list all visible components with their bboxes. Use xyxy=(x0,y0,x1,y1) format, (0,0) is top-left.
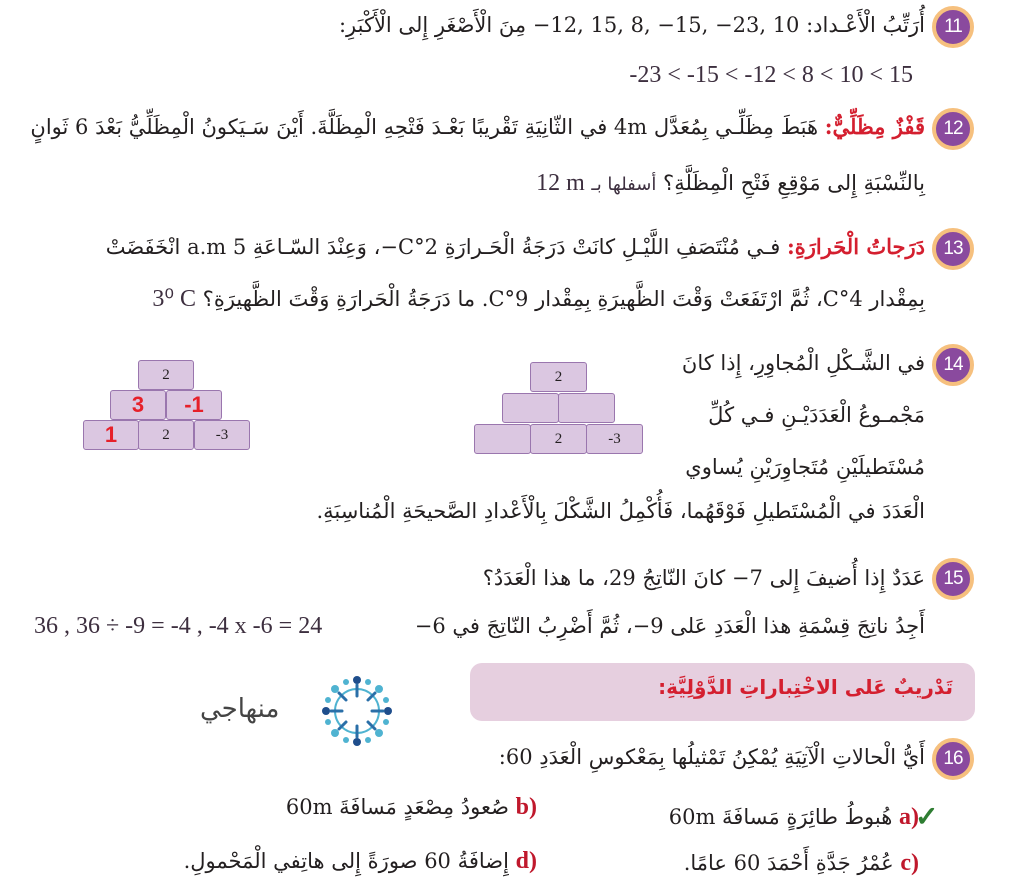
question-number-badge: 13 xyxy=(932,228,974,270)
q13-title: دَرَجاتُ الْحَرارَةِ: xyxy=(786,234,925,259)
q12-text-2: بِالنِّسْبَةِ إِلى مَوْقِعِ فَتْحِ الْمِظَلَّةِ؟ xyxy=(663,171,925,195)
q13-answer: 3⁰ C xyxy=(152,286,196,312)
q15-answer: 36 , 36 ÷ -9 = -4 , -4 x -6 = 24 xyxy=(34,613,323,639)
pyramid-block-top: 2 xyxy=(138,360,194,390)
q16-option-a[interactable] xyxy=(669,802,919,832)
logo-text: منهاجي xyxy=(200,694,280,724)
q12-line2 xyxy=(536,168,925,200)
question-number-badge: 14 xyxy=(932,344,974,386)
option-letter: b) xyxy=(515,794,537,820)
q16-option-b[interactable] xyxy=(286,792,537,822)
question-number-badge: 16 xyxy=(932,738,974,780)
q13-line1 xyxy=(106,232,925,262)
q14-line-4: الْعَدَدَ في الْمُسْتَطيلِ فَوْقَهُما، فَأُكْمِلُ الشَّكْلَ بِالْأَعْدادِ الصَّحيحَةِ الْمُناسِبَةِ. xyxy=(316,499,925,523)
logo-people-circle-icon xyxy=(318,672,396,750)
pyramid-block-bottom-left: 1 xyxy=(83,420,139,450)
q12-answer-label: أسفلها بـ xyxy=(591,174,657,195)
q16-option-d[interactable] xyxy=(184,846,537,876)
q15-line1: عَدَدٌ إِذا أُضيفَ إِلى 7− كانَ النّاتِجُ 29، ما هذا الْعَدَدُ؟ xyxy=(482,566,925,590)
q15-text-2: أَجِدُ ناتِجَ قِسْمَةِ هذا الْعَدَدِ عَلى 9−، ثُمَّ أَضْرِبُ النّاتِجَ في 6− xyxy=(414,614,925,638)
option-letter: a) xyxy=(899,804,919,830)
pyramid-block-bottom-left xyxy=(474,424,531,454)
q13-text-2: بِمِقْدار 4°C، ثُمَّ ارْتَفَعَتْ وَقْتَ الظَّهيرَةِ بِمِقْدار 9°C. ما دَرَجَةُ الْحَرارَةِ وَقْتَ الظَّهيرَةِ؟ xyxy=(202,287,925,311)
pyramid-block-mid-right: -1 xyxy=(166,390,222,420)
international-tests-banner xyxy=(470,663,975,721)
q13-line2 xyxy=(152,284,925,314)
pyramid-block-bottom-mid: 2 xyxy=(530,424,587,454)
pyramid-block-mid-right xyxy=(558,393,615,423)
pyramid-block-bottom-right: -3 xyxy=(586,424,643,454)
q12-line1 xyxy=(30,112,925,142)
q16-option-c[interactable] xyxy=(684,848,919,878)
question-number-badge: 15 xyxy=(932,558,974,600)
q14-line-1: في الشَّـكْلِ الْمُجاوِرِ، إِذا كانَ xyxy=(681,351,925,375)
option-letter: d) xyxy=(515,848,537,874)
pyramid-block-bottom-right: -3 xyxy=(194,420,250,450)
banner-title: تَدْريبٌ عَلى الاخْتِباراتِ الدَّوْلِيَّةِ: xyxy=(658,675,953,699)
option-text: إِضافَةُ 60 صورَةً إِلى هاتِفي الْمَحْمولِ. xyxy=(183,849,509,873)
option-text: صُعودُ مِصْعَدٍ مَسافَةَ 60m xyxy=(285,795,509,819)
q12-text-1: هَبَطَ مِظَلِّـي بِمُعَدَّل 4m في الثّانِيَةِ تَقْريبًا بَعْـدَ فَتْحِهِ الْمِظَلَّةَ. أَيْنَ سَـيَكونُ الْمِظَلِّيُّ بَعْدَ 6 ثَوانٍ xyxy=(30,115,819,139)
checkmark-icon: ✓ xyxy=(915,800,939,833)
pyramid-block-top: 2 xyxy=(530,362,587,392)
logo xyxy=(200,672,400,752)
q14-line-3: مُسْتَطيلَيْنِ مُتَجاوِرَيْنِ يُساوي xyxy=(685,455,925,479)
option-text: هُبوطُ طائِرَةٍ مَسافَةَ 60m xyxy=(668,805,893,829)
question-number-badge: 11 xyxy=(932,6,974,48)
q12-title: قَفْزٌ مِظَلِّيٌّ: xyxy=(824,114,925,139)
q16-prompt: أَيُّ الْحالاتِ الْآتِيَةِ يُمْكِنُ تَمْثيلُها بِمَعْكوسِ الْعَدَدِ 60: xyxy=(498,745,925,769)
q13-text-1: فـي مُنْتَصَفِ اللَّيْـلِ كانَتْ دَرَجَةُ الْحَـرارَةِ 2°C−، وَعِنْدَ السّـاعَةِ 5 a.m انْخَفَضَتْ xyxy=(105,235,781,259)
question-number-badge: 12 xyxy=(932,108,974,150)
option-letter: c) xyxy=(900,850,919,876)
q15-line2 xyxy=(415,611,925,641)
pyramid-block-mid-left xyxy=(502,393,559,423)
option-text: عُمْرُ جَدَّةِ أَحْمَدَ 60 عامًا. xyxy=(683,851,894,875)
pyramid-block-bottom-mid: 2 xyxy=(138,420,194,450)
pyramid-block-mid-left: 3 xyxy=(110,390,166,420)
q12-answer-value: 12 m xyxy=(536,170,585,196)
q11-answer: -23 < -15 < -12 < 8 < 10 < 15 xyxy=(629,62,913,88)
q11-prompt: أُرَتِّبُ الْأَعْـداد: 10 ,23− ,15− ,8 ,15 ,12− مِنَ الْأَصْغَرِ إِلى الْأَكْبَرِ: xyxy=(338,13,925,37)
q14-line-2: مَجْمـوعُ الْعَدَدَيْـنِ فـي كُلِّ xyxy=(708,403,925,427)
